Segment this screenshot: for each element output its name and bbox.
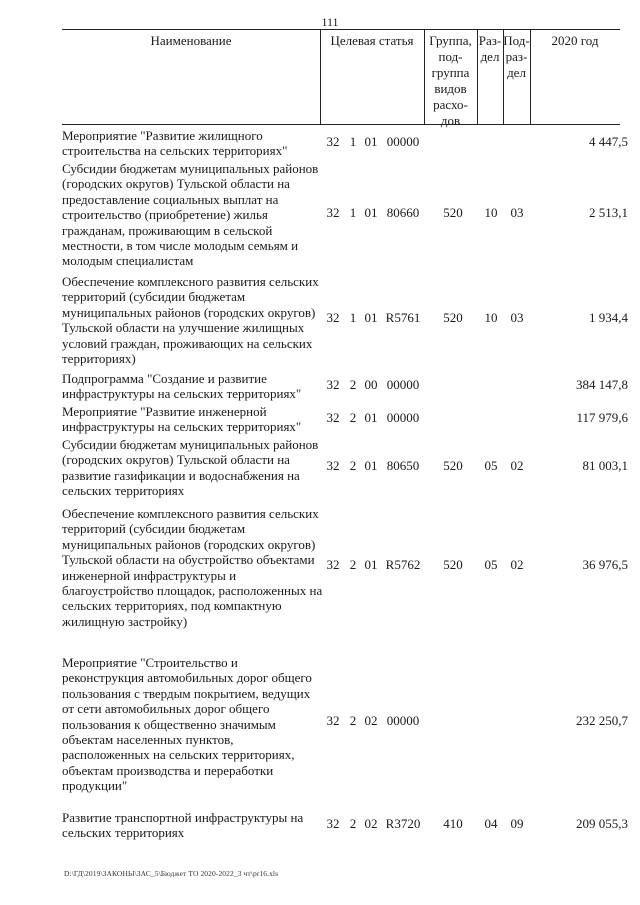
row-subsection: 09	[510, 816, 524, 831]
row-c4: 00000	[386, 410, 420, 425]
header-bottom-border	[62, 124, 620, 125]
file-path-footer: D:\ГД\2019\ЗАКОНЫ\ЗАС_5\Бюджет ТО 2020-2022_3 чт\pr16.xls	[64, 869, 279, 878]
row-c4: 80650	[386, 458, 420, 473]
row-c2: 1	[349, 310, 357, 325]
row-name-line: Мероприятие "Развитие инженерной	[62, 404, 267, 419]
row-c3: 01	[364, 134, 378, 149]
row-group: 410	[443, 816, 463, 831]
row-c1: 32	[326, 410, 340, 425]
header-group: Группа, под- группа видов расхо- дов	[429, 33, 472, 128]
row-name-line: пользования к общественно значимым	[62, 716, 276, 732]
row-subsection: 02	[510, 458, 524, 473]
row-amount: 209 055,3	[576, 816, 628, 831]
row-name-line: сельских территориях	[62, 483, 185, 499]
row-name-line: продукции"	[62, 778, 128, 794]
row-name-line: Субсидии бюджетам муниципальных районов	[62, 161, 319, 176]
row-name-line: предоставление социальных выплат на	[62, 191, 279, 207]
row-name	[62, 161, 324, 269]
row-amount: 2 513,1	[589, 205, 628, 220]
row-c4: R5761	[385, 310, 421, 325]
row-name-line: благоустройство площадок, расположенных на	[62, 583, 323, 599]
row-name-line: условий граждан, проживающих на сельских	[62, 335, 313, 351]
row-name-line: сельских территориях, под компактную	[62, 598, 282, 614]
row-section: 04	[484, 816, 498, 831]
row-c1: 32	[326, 205, 340, 220]
row-subsection: 03	[510, 205, 524, 220]
header-name: Наименование	[150, 33, 232, 48]
row-name-line: гражданам, проживающим в сельской	[62, 222, 273, 238]
row-name-line: Обеспечение комплексного развития сельских	[62, 274, 319, 289]
row-name-line: инженерной инфраструктуры и	[62, 567, 237, 583]
row-amount: 4 447,5	[589, 134, 628, 149]
row-c4: 00000	[386, 377, 420, 392]
row-c4: 00000	[386, 713, 420, 728]
row-name-line: реконструкция автомобильных дорог общего	[62, 670, 312, 686]
row-c4: 00000	[386, 134, 420, 149]
header-target-article: Целевая статья	[330, 33, 414, 48]
row-name	[62, 404, 324, 435]
row-c3: 01	[364, 205, 378, 220]
row-amount: 117 979,6	[576, 410, 628, 425]
row-name-line: Мероприятие "Развитие жилищного	[62, 128, 263, 143]
row-c4: 80660	[386, 205, 420, 220]
row-section: 10	[484, 310, 498, 325]
row-name-line: пользования с твердым покрытием, ведущих	[62, 685, 311, 701]
row-name-line: Тульской области на улучшение жилищных	[62, 320, 305, 336]
row-c3: 02	[364, 816, 378, 831]
row-name-line: Субсидии бюджетам муниципальных районов	[62, 437, 319, 452]
row-name-line: развитие газификации и водоснабжения на	[62, 467, 300, 483]
row-c1: 32	[326, 310, 340, 325]
header-top-border	[62, 29, 620, 30]
row-name-line: муниципальных районов (городских округов)	[62, 304, 316, 320]
page-number: 111	[321, 15, 339, 29]
row-amount: 384 147,8	[576, 377, 628, 392]
row-name-line: Развитие транспортной инфраструктуры на	[62, 810, 304, 825]
row-name-line: жилищную застройку)	[62, 613, 188, 629]
row-name-line: инфраструктуры на сельских территориях"	[62, 419, 302, 435]
row-amount: 1 934,4	[589, 310, 628, 325]
row-name-line: Подпрограмма "Создание и развитие	[62, 371, 267, 386]
row-name-line: местности, в том числе молодым семьям и	[62, 238, 299, 254]
row-c2: 2	[349, 410, 357, 425]
row-section: 05	[484, 458, 498, 473]
row-name-line: объектам населенных пунктов,	[62, 732, 234, 748]
row-name-line: инфраструктуры на сельских территориях"	[62, 386, 302, 402]
row-c2: 2	[349, 816, 357, 831]
header-year: 2020 год	[551, 33, 599, 48]
row-name-line: Тульской области на обустройство объектами	[62, 552, 315, 568]
row-name	[62, 506, 324, 629]
row-c3: 01	[364, 310, 378, 325]
row-group: 520	[443, 458, 463, 473]
row-c3: 01	[364, 458, 378, 473]
row-name-line: от сети автомобильных дорог общего	[62, 701, 270, 717]
row-name	[62, 371, 324, 402]
row-section: 05	[484, 557, 498, 572]
row-subsection: 03	[510, 310, 524, 325]
row-c1: 32	[326, 377, 340, 392]
row-c1: 32	[326, 816, 340, 831]
row-c1: 32	[326, 458, 340, 473]
row-name-line: строительство (приобретение) жилья	[62, 207, 268, 223]
row-c4: R5762	[385, 557, 421, 572]
row-name-line: расположенных на сельских территориях,	[62, 747, 295, 763]
row-name-line: сельских территориях	[62, 825, 185, 841]
row-amount: 81 003,1	[582, 458, 628, 473]
row-c3: 02	[364, 713, 378, 728]
row-c2: 2	[349, 557, 357, 572]
row-amount: 232 250,7	[576, 713, 628, 728]
row-c3: 01	[364, 557, 378, 572]
row-section: 10	[484, 205, 498, 220]
row-name-line: (городских округов) Тульской области на	[62, 452, 290, 468]
row-group: 520	[443, 310, 463, 325]
row-subsection: 02	[510, 557, 524, 572]
row-c1: 32	[326, 557, 340, 572]
row-c2: 1	[349, 205, 357, 220]
row-c4: R3720	[385, 816, 421, 831]
row-name	[62, 810, 324, 841]
row-name-line: Обеспечение комплексного развития сельских	[62, 506, 319, 521]
row-group: 520	[443, 557, 463, 572]
row-c1: 32	[326, 134, 340, 149]
row-name	[62, 655, 324, 794]
row-name-line: строительства на сельских территориях"	[62, 143, 288, 159]
row-c2: 1	[349, 134, 357, 149]
row-name	[62, 128, 324, 159]
header-section: Раз- дел	[478, 33, 502, 64]
row-name-line: молодым специалистам	[62, 253, 194, 269]
row-c2: 2	[349, 713, 357, 728]
row-name	[62, 274, 324, 366]
row-c3: 00	[364, 377, 378, 392]
row-name-line: территориях)	[62, 351, 136, 367]
row-c3: 01	[364, 410, 378, 425]
row-c2: 2	[349, 458, 357, 473]
row-name-line: муниципальных районов (городских округов)	[62, 536, 316, 552]
header-subsection: Под- раз- дел	[503, 33, 530, 80]
row-name	[62, 437, 324, 499]
row-c2: 2	[349, 377, 357, 392]
row-name-line: Мероприятие "Строительство и	[62, 655, 238, 670]
row-amount: 36 976,5	[582, 557, 628, 572]
row-name-line: объектам производства и переработки	[62, 762, 274, 778]
row-name-line: территорий (субсидии бюджетам	[62, 521, 246, 537]
row-group: 520	[443, 205, 463, 220]
row-name-line: (городских округов) Тульской области на	[62, 176, 290, 192]
row-name-line: территорий (субсидии бюджетам	[62, 289, 246, 305]
row-c1: 32	[326, 713, 340, 728]
